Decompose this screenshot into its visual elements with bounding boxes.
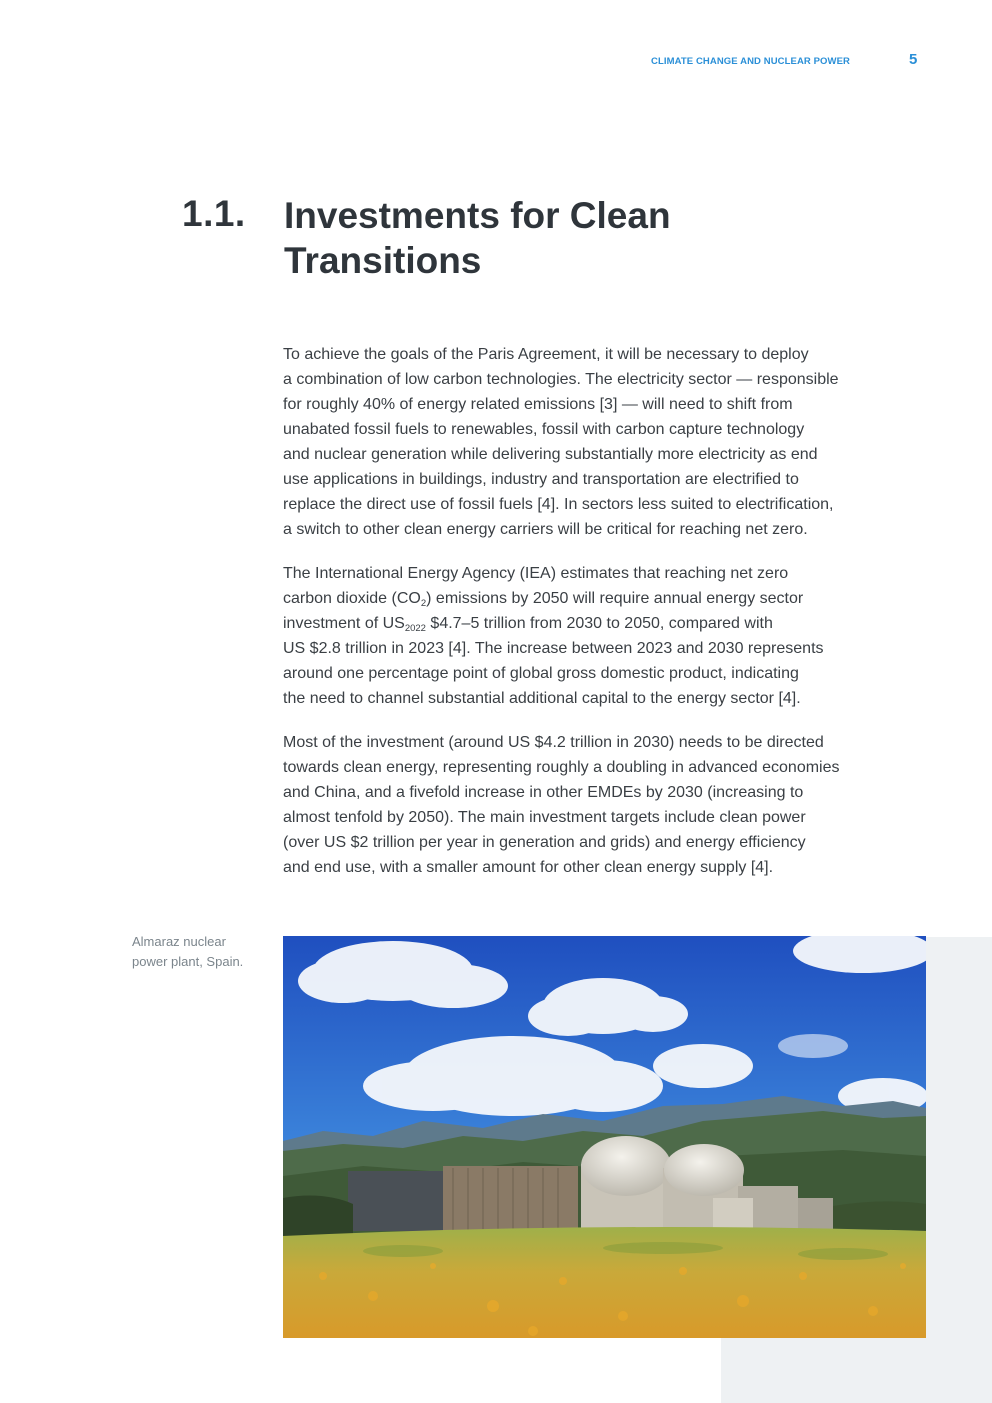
paragraph-1: To achieve the goals of the Paris Agreement, it will be necessary to deploy a combination of low carbon technologies. The electricity sector — responsible for roughly 40% of energy related emissions [3] — will need to shift from unabated fossil fuels to renewables, fossil with carbon capture technology and nuclear generation while delivering substantially more electricity as end use applications in buildings, industry and transportation are electrified to replace the direct use of fossil fuels [4]. In sectors less suited to electrification, a switch to other clean energy carriers will be critical for reaching net zero. [283, 346, 839, 538]
co2-text-after: ) emissions by 2050 will require annual energy sector [426, 590, 804, 607]
page-number: 5 [909, 51, 918, 68]
paragraph-2-rest: US $2.8 trillion in 2023 [4]. The increase between 2023 and 2030 represents around one percentage point of global gross domestic product, indicating the need to channel substantial additional capital to the energy sector [4]. [283, 640, 824, 707]
paragraph-2 [283, 561, 883, 711]
section-number: 1.1. [182, 193, 246, 234]
co2-text-before: carbon dioxide (CO [283, 590, 421, 607]
investment-text-before: investment of US [283, 615, 405, 632]
paragraph-2-line-1: The International Energy Agency (IEA) estimates that reaching net zero [283, 565, 789, 582]
figure-caption: Almaraz nuclear power plant, Spain. [132, 934, 244, 969]
investment-text-after: $4.7–5 trillion from 2030 to 2050, compared with [425, 615, 773, 632]
co2-subscript: 2 [420, 598, 427, 609]
year-subscript: 2022 [404, 623, 426, 634]
power-plant-photo [283, 936, 926, 1338]
section-title: Investments for Clean Transitions [284, 195, 671, 281]
body-text [283, 342, 883, 899]
running-header: CLIMATE CHANGE AND NUCLEAR POWER [651, 56, 850, 67]
paragraph-3: Most of the investment (around US $4.2 trillion in 2030) needs to be directed towards clean energy, representing roughly a doubling in advanced economies and China, and a fivefold increase in other EMDEs by 2030 (increasing to almost tenfold by 2050). The main investment targets include clean power (over US $2 trillion per year in generation and grids) and energy efficiency and end use, with a smaller amount for other clean energy supply [4]. [283, 734, 840, 876]
